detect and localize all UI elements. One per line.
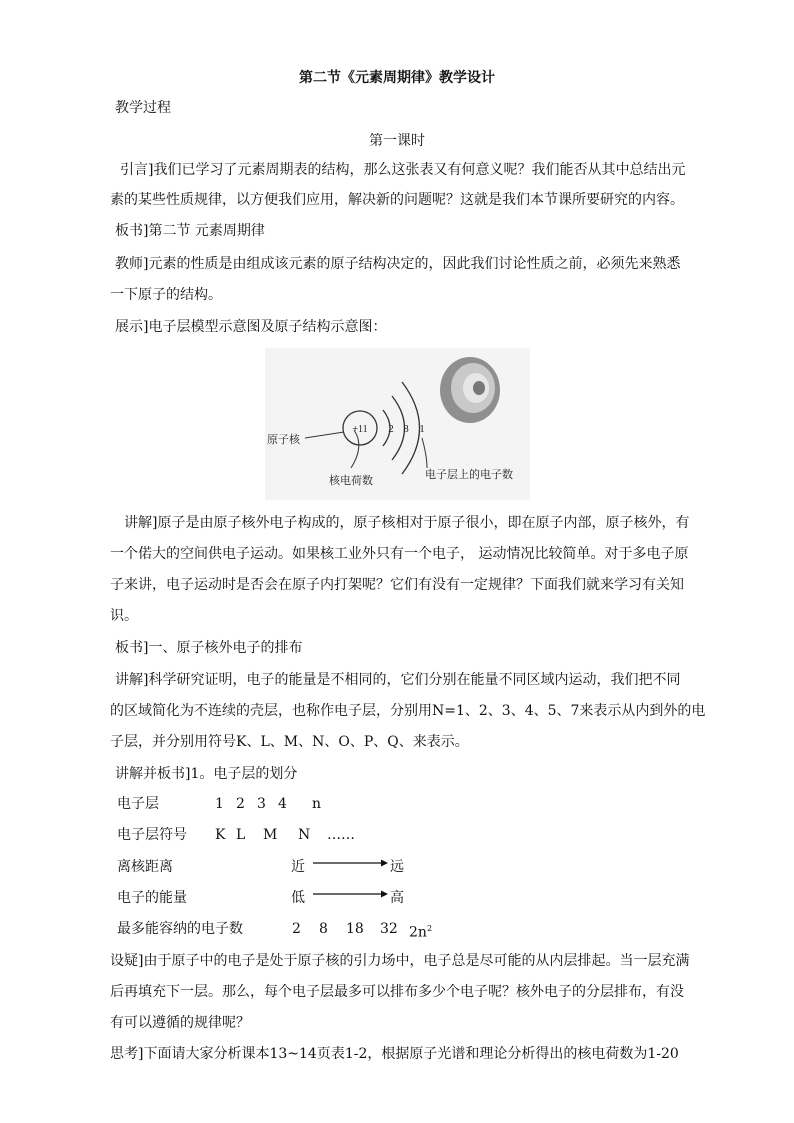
document-title: 第二节《元素周期律》教学设计 [299, 70, 495, 86]
electron-shell-model [440, 357, 500, 423]
shell-count-2: 8 [403, 423, 409, 435]
lecture1-line-3: 子来讲，电子运动时是否会在原子内打架呢？它们有没有一定规律？下面我们就来学习有关知 [110, 577, 684, 593]
row-label: 离核距离 [117, 859, 173, 875]
cell-value: 2 [292, 921, 301, 937]
row-label: 电子层 [117, 796, 159, 812]
nucleus-label: 原子核 [267, 433, 300, 446]
cell-value: 低 [291, 890, 305, 906]
intro-line-1: 引言]我们已学习了元素周期表的结构，那么这张表又有何意义呢？我们能否从其中总结出元 [120, 162, 686, 178]
lecture1-line-4: 识。 [110, 608, 138, 624]
cell-value: 18 [346, 921, 364, 937]
arrow-right-icon [311, 856, 389, 878]
cell-value [409, 918, 432, 944]
formula-base: 2n [409, 924, 427, 941]
nucleus-charge: +11 [352, 424, 368, 435]
cell-value: K [215, 827, 226, 843]
think-line: 思考]下面请大家分析课本13~14页表1-2，根据原子光谱和理论分析得出的核电荷数为1-20 [110, 1046, 679, 1062]
shell-model-core [473, 381, 485, 395]
lecture2-line-2: 的区域简化为不连续的壳层，也称作电子层，分别用N=1、2、3、4、5、7来表示从内到外的电 [110, 703, 706, 719]
arrow-right-icon [311, 887, 389, 909]
formula-exponent: 2 [426, 924, 433, 933]
shell-count-label: 电子层上的电子数 [425, 468, 513, 481]
lesson-title: 第一课时 [369, 133, 425, 149]
cell-value: 32 [380, 921, 398, 937]
cell-value: 远 [390, 859, 404, 875]
shell-count-3: 1 [419, 423, 425, 435]
cell-value: …… [327, 827, 355, 843]
lecture1-line-1: 讲解]原子是由原子核外电子构成的，原子核相对于原子很小，即在原子内部，原子核外，有 [124, 515, 690, 531]
lecture2-line-1: 讲解]科学研究证明，电子的能量是不相同的，它们分别在能量不同区域内运动，我们把不同 [115, 672, 681, 688]
cell-value: 近 [291, 859, 305, 875]
shell-count-1: 2 [388, 423, 394, 435]
section-heading: 教学过程 [115, 100, 171, 116]
lecture1-line-2: 一个偌大的空间供电子运动。如果核工业外只有一个电子， 运动情况比较简单。对于多电子原 [110, 546, 689, 562]
cell-value: M [263, 827, 278, 843]
intro-line-2: 素的某些性质规律，以方便我们应用，解决新的问题呢？这就是我们本节课所要研究的内容。 [110, 192, 684, 208]
row-label: 电子的能量 [117, 890, 187, 906]
question-line-3: 有可以遵循的规律呢？ [110, 1015, 250, 1031]
cell-value: 2 [236, 796, 245, 812]
teacher-line-2: 一下原子的结构。 [110, 287, 222, 303]
row-label: 最多能容纳的电子数 [117, 921, 243, 937]
question-line-2: 后再填充下一层。那么，每个电子层最多可以排布多少个电子呢？核外电子的分层排布，有没 [110, 984, 684, 1000]
question-line-1: 设疑]由于原子中的电子是处于原子核的引力场中，电子总是尽可能的从内层排起。当一层充满 [110, 953, 690, 969]
cell-value: N [298, 827, 311, 843]
row-label: 电子层符号 [117, 827, 187, 843]
lecture2-line-3: 子层，并分别用符号K、L、M、N、O、P、Q、来表示。 [110, 734, 469, 750]
show-note: 展示]电子层模型示意图及原子结构示意图： [115, 319, 387, 335]
cell-value: 4 [278, 796, 287, 812]
cell-value: 8 [319, 921, 328, 937]
board-note-1: 板书]第二节 元素周期律 [115, 223, 265, 239]
board-note-3: 讲解并板书]1。电子层的划分 [115, 766, 298, 782]
charge-label: 核电荷数 [329, 474, 373, 487]
teacher-line-1: 教师]元素的性质是由组成该元素的原子结构决定的，因此我们讨论性质之前，必须先来熟悉 [115, 256, 681, 272]
cell-value: L [236, 827, 246, 843]
cell-value: n [312, 796, 322, 812]
atom-structure-figure [265, 348, 530, 500]
cell-value: 1 [215, 796, 224, 812]
cell-value: 高 [390, 890, 404, 906]
board-note-2: 板书]一、原子核外电子的排布 [115, 640, 303, 656]
cell-value: 3 [257, 796, 266, 812]
